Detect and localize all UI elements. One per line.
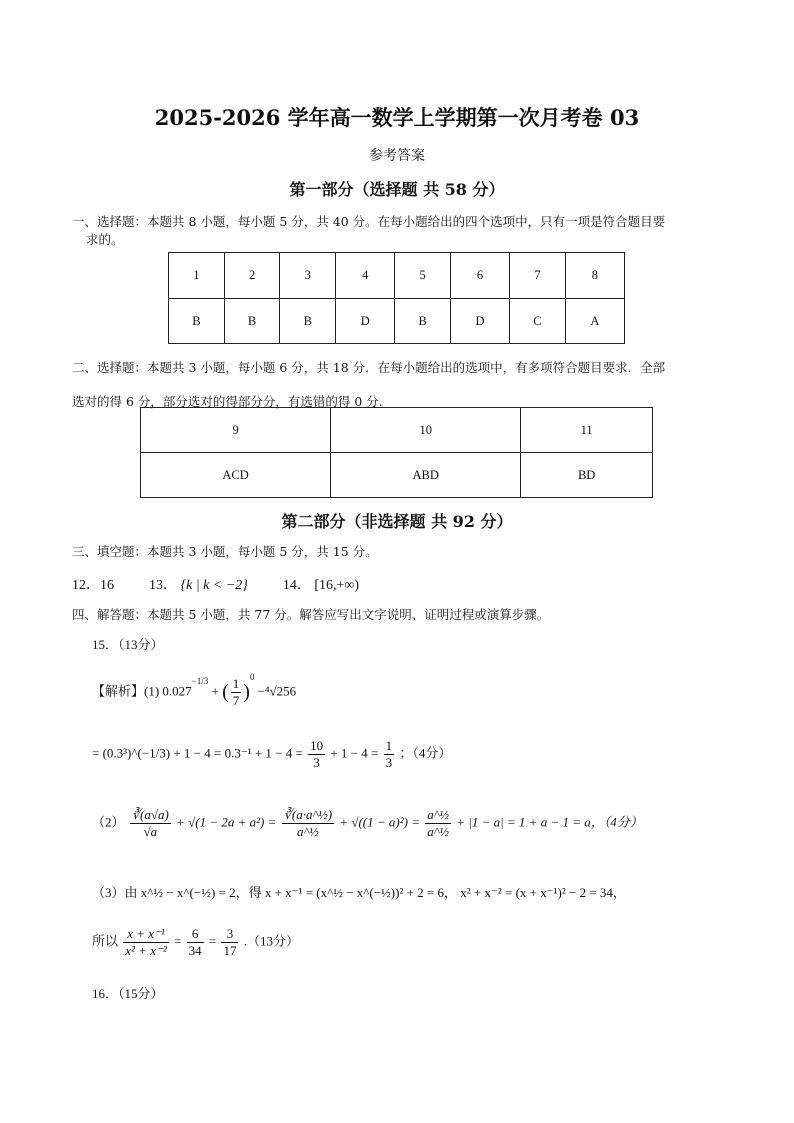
math-expression: + |1 − a| = 1 + a − 1 = a，（4分） — [456, 814, 643, 830]
numerator: 10 — [310, 738, 324, 753]
page-title: 2025-2026 学年高一数学上学期第一次月考卷 03 — [154, 105, 640, 130]
denominator: 34 — [188, 943, 202, 958]
text-label: 所以 — [92, 933, 119, 949]
q15-part3-line1: （3）由 x^½ − x^(−½) = 2，得 x + x⁻¹ = (x^½ − x^(−½))² + 2 = 6， x² + x⁻² = (x + x⁻¹)² − 2 = 34， — [92, 885, 626, 900]
table-row — [141, 453, 653, 498]
table-cell: BD — [521, 453, 653, 498]
numerator: x + x⁻¹ — [123, 926, 168, 943]
denominator: 7 — [232, 693, 240, 708]
table-cell: 10 — [331, 408, 521, 453]
denominator: 3 — [313, 755, 320, 770]
table-cell: B — [395, 299, 451, 344]
math-fraction — [308, 738, 325, 771]
table-row — [169, 299, 625, 344]
math-fraction — [130, 807, 171, 840]
section1-line2: 求的。 — [86, 232, 124, 247]
answer-table-2 — [140, 407, 653, 498]
table-cell: B — [169, 299, 225, 344]
table-cell: ACD — [141, 453, 331, 498]
table-cell: 4 — [336, 253, 395, 299]
table-cell: B — [224, 299, 280, 344]
table-cell: 7 — [510, 253, 566, 299]
answer-q13: {k | k < −2} — [180, 578, 248, 593]
answer-q14-label: 14． — [282, 578, 311, 593]
answer-q13-label: 13． — [149, 578, 177, 593]
table-row — [169, 253, 625, 299]
subpart-label: （2） — [92, 814, 125, 830]
denominator: √a — [143, 824, 158, 839]
section4-instructions: 四、解答题：本题共 5 小题，共 77 分。解答应写出文字说明、证明过程或演算步骤。 — [72, 607, 550, 622]
table-row — [141, 408, 653, 453]
table-cell: A — [565, 299, 624, 344]
math-expression: + √(1 − 2a + a²) = — [176, 814, 277, 830]
math-expression: + 1 − 4 = — [330, 745, 379, 761]
math-exponent: 0 — [249, 672, 255, 683]
q15-part3-line2 — [92, 926, 299, 959]
answer-table-1 — [168, 252, 625, 344]
math-fraction — [425, 807, 451, 840]
denominator: x² + x⁻² — [125, 943, 167, 958]
denominator: 3 — [385, 755, 393, 770]
table-cell: D — [450, 299, 509, 344]
score-note: ；（4分） — [399, 745, 452, 761]
part2-title: 第二部分（非选择题 共 92 分） — [281, 512, 513, 531]
table-cell: 5 — [395, 253, 451, 299]
section1-line1: 一、选择题：本题共 8 小题，每小题 5 分，共 40 分。在每小题给出的四个选项中，只有一项是符合题目要 — [72, 214, 666, 229]
math-operator: = — [208, 933, 217, 949]
math-expression: + √((1 − a)²) = — [339, 814, 420, 830]
q15-header: 15．（13分） — [92, 637, 164, 652]
page-subtitle: 参考答案 — [369, 148, 425, 164]
math-exponent: −1/3 — [191, 676, 209, 687]
math-operator: = — [174, 933, 182, 949]
denominator: a^½ — [427, 824, 449, 839]
numerator: a^½ — [427, 807, 449, 822]
table-cell: ABD — [331, 453, 521, 498]
numerator: 3 — [221, 926, 238, 943]
math-fraction — [123, 926, 168, 959]
numerator: 1 — [232, 676, 240, 691]
part1-title: 第一部分（选择题 共 58 分） — [289, 180, 505, 199]
q16-header: 16．（15分） — [92, 986, 164, 1001]
table-cell: 6 — [450, 253, 509, 299]
numerator: 6 — [187, 926, 204, 943]
numerator: ∛(a·a^½) — [283, 807, 333, 822]
answer-q14: [16,+∞) — [314, 578, 360, 593]
math-fraction — [384, 738, 395, 771]
table-cell: 11 — [521, 408, 653, 453]
q15-part1-line: 【解析】(1) $0.027^{-1/3}$ + ( $\frac{1}{7}$ )$^0$ −⁴√256 — [92, 672, 297, 708]
section1-instructions — [72, 213, 665, 249]
table-cell: 2 — [224, 253, 280, 299]
denominator: 17 — [223, 943, 237, 958]
table-cell: B — [280, 299, 336, 344]
table-cell: 8 — [565, 253, 624, 299]
math-term: −⁴√256 — [257, 683, 297, 699]
table-cell: C — [510, 299, 566, 344]
numerator: 1 — [385, 738, 393, 753]
table-cell: 3 — [280, 253, 336, 299]
denominator: a^½ — [296, 824, 319, 839]
table-cell: D — [336, 299, 395, 344]
section3-instructions: 三、填空题：本题共 3 小题，每小题 5 分，共 15 分。 — [72, 544, 378, 559]
math-term: 0.027 — [162, 683, 192, 699]
analysis-label: 【解析】(1) — [92, 683, 160, 699]
math-fraction — [282, 807, 334, 840]
table-cell: 9 — [141, 408, 331, 453]
math-fraction — [231, 676, 242, 709]
section2-line2: 选对的得 6 分，部分选对的得部分分，有选错的得 0 分. — [72, 394, 383, 409]
math-operator: + — [211, 683, 219, 699]
score-note: .（13分） — [243, 933, 299, 949]
fill-in-answers — [72, 574, 359, 594]
section2-line1: 二、选择题：本题共 3 小题，每小题 6 分，共 18 分．在每小题给出的选项中，有多项符合题目要求．全部 — [72, 360, 666, 375]
q15-part1-solution — [92, 738, 451, 771]
q15-part2-solution — [92, 807, 643, 840]
math-expression: = (0.3³)^(−1/3) + 1 − 4 = 0.3⁻¹ + 1 − 4 = — [92, 745, 303, 761]
numerator: ∛(a√a) — [131, 807, 169, 822]
math-fraction — [187, 926, 204, 959]
math-fraction — [221, 926, 238, 959]
table-cell: 1 — [169, 253, 225, 299]
answer-q12: 12．16 — [72, 578, 114, 593]
